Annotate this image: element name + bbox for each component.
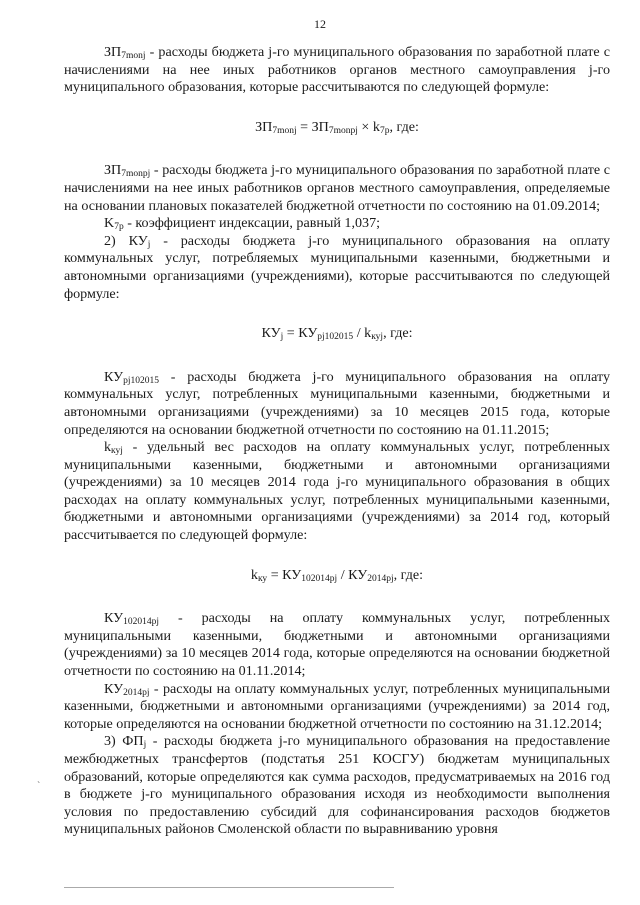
formula-part: , где: — [393, 566, 424, 583]
paragraph-text: - расходы бюджета j-го муниципального образования на предоставление межбюджетных трансфертов (подстатья 251 КОСГУ) бюджетам муниципальных образований, которые определяются как сумма расходов, предусматриваемых на 2016 год в бюджете j-го муниципального образования исходя из необходимости выполнения условия по предоставлению субсидий для софинансирования расходов бюджетов муниципальных районов Смоленской области по выравниванию уровня — [64, 733, 610, 838]
formula-subscript: 7monj — [272, 125, 297, 136]
formula-part: × k — [357, 118, 380, 135]
term-subscript: 7p — [114, 222, 124, 233]
paragraph-text: - расходы бюджета j-го муниципального образования на оплату коммунальных услуг, потребленных муниципальными казенными, бюджетными и автономными организациями (учреждениями) за 10 месяцев 2015 года, которые определяются на основании бюджетной отчетности по состоянию на 01.11.2015; — [64, 368, 610, 438]
formula-kuj — [64, 325, 610, 343]
formula-part: = КУ — [267, 566, 302, 583]
formula-part: , где: — [389, 118, 419, 135]
term: КУ — [104, 610, 124, 627]
paragraph-ku102014pj-definition — [64, 610, 610, 680]
formula-part: k — [250, 566, 258, 583]
term-subscript: 7monpj — [121, 169, 151, 180]
paragraph-zp7monpj-definition — [64, 162, 610, 215]
term: K — [104, 215, 115, 232]
formula-kku — [64, 567, 610, 585]
formula-subscript: 2014pj — [367, 573, 394, 584]
term: k — [104, 439, 112, 456]
formula-subscript: 102014pj — [301, 573, 338, 584]
term: ЗП — [104, 44, 122, 60]
paragraph-zp7monj-definition — [64, 44, 610, 97]
formula-part: = ЗП — [296, 118, 329, 135]
paragraph-text: - коэффициент индексации, равный 1,037; — [123, 215, 381, 232]
paragraph-text: - расходы бюджета j-го муниципального образования по заработной плате с начислениями на нее иных работников органов местного самоуправления j-го муниципального образования, которые рассчитываются по следующей формуле: — [64, 44, 610, 96]
term: КУ — [104, 368, 124, 385]
paragraph-kupj102015-definition — [64, 369, 610, 439]
formula-part: / k — [353, 325, 372, 342]
formula-part: , где: — [383, 325, 413, 342]
document-body — [64, 44, 610, 839]
paragraph-kkuj-definition — [64, 439, 610, 545]
formula-subscript: j — [280, 332, 284, 343]
paragraph-k7p-definition — [64, 215, 610, 233]
paragraph-text: - удельный вес расходов на оплату коммунальных услуг, потребленных муниципальными казенными, бюджетными и автономными организациями (учреждениями) за 10 месяцев 2014 года j-го муниципального образования в общих расходах на оплату коммунальных услуг, потребленных муниципальными казенными, бюджетными и автономными организациями (учреждениями) за 2014 год, который рассчитывается по следующей формуле: — [64, 439, 610, 544]
formula-part: ЗП — [255, 118, 273, 135]
paragraph-text: - расходы бюджета j-го муниципального образования на оплату коммунальных услуг, потребляемых муниципальными казенными, бюджетными и автономными организациями (учреждениями), которые рассчитываются по следующей формуле: — [64, 232, 610, 302]
formula-subscript: 7monpj — [328, 125, 358, 136]
paragraph-kuj-definition — [64, 233, 610, 303]
term: ЗП — [104, 162, 122, 179]
paragraph-text: - расходы на оплату коммунальных услуг, потребленных муниципальными казенными, бюджетными и автономными организациями (учреждениями) за 2014 год, которые определяются на основании бюджетной отчетности по состоянию на 31.12.2014; — [64, 680, 610, 732]
paragraph-ku2014pj-definition — [64, 681, 610, 734]
formula-subscript: ку — [257, 573, 268, 584]
paragraph-text: - расходы бюджета j-го муниципального образования по заработной плате с начислениями на нее иных работников органов местного самоуправления, определяемые на основании плановых показателей бюджетной отчетности по состоянию на 01.09.2014; — [64, 162, 610, 214]
term-subscript: 102014pj — [123, 617, 159, 628]
formula-subscript: pj102015 — [317, 332, 354, 343]
term-subscript: куj — [111, 446, 123, 457]
formula-part: / КУ — [337, 566, 368, 583]
term: КУ — [104, 680, 124, 697]
margin-mark: ` — [37, 781, 41, 792]
term-subscript: j — [143, 740, 147, 751]
formula-part: КУ — [261, 325, 281, 342]
formula-zp7monj — [64, 119, 610, 137]
term-subscript: j — [147, 239, 151, 250]
term-subscript: pj102015 — [123, 375, 159, 386]
term-subscript: 7monj — [121, 51, 146, 61]
term: 3) ФП — [104, 733, 144, 750]
formula-subscript: куj — [371, 332, 384, 343]
paragraph-text: - расходы на оплату коммунальных услуг, потребленных муниципальными казенными, бюджетными и автономными организациями (учреждениями) за 10 месяцев 2014 года, которые определяются на основании бюджетной отчетности по состоянию на 01.11.2014; — [64, 610, 610, 680]
term-subscript: 2014pj — [123, 687, 150, 698]
formula-subscript: 7p — [379, 125, 390, 136]
formula-part: = КУ — [283, 325, 318, 342]
paragraph-fpj-definition — [64, 733, 610, 839]
term: 2) КУ — [104, 232, 148, 249]
footer-divider — [64, 887, 394, 888]
page-number: 12 — [314, 17, 326, 31]
